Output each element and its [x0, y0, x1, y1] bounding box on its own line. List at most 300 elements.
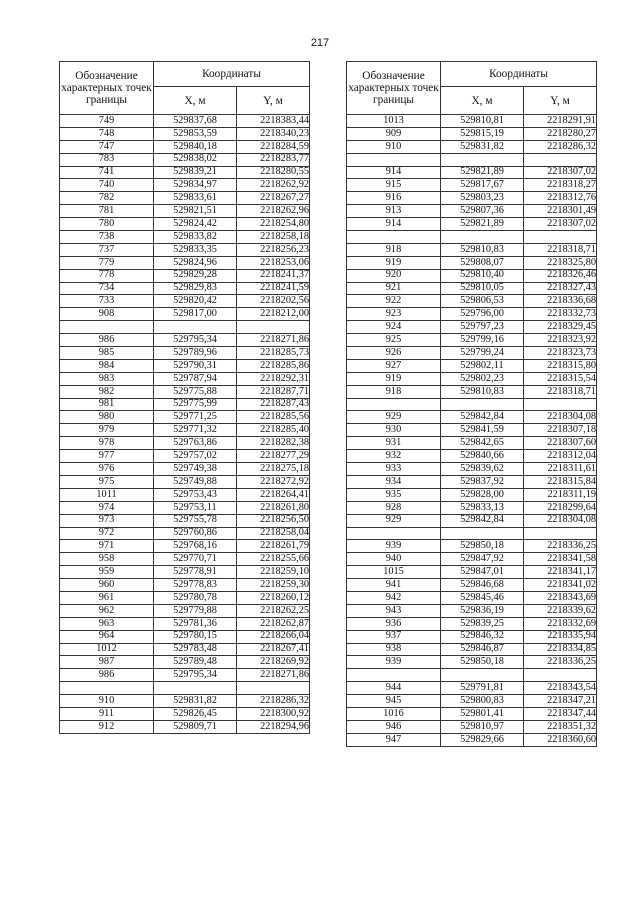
- table-row: [60, 488, 310, 501]
- point-number-cell: 939: [347, 656, 441, 669]
- point-number-cell: 931: [347, 437, 441, 450]
- y-coordinate-cell: 2218311,19: [524, 488, 597, 501]
- x-coordinate-cell: 529846,32: [441, 630, 524, 643]
- table-row: [60, 269, 310, 282]
- point-number-cell: 916: [347, 192, 441, 205]
- table-row: [347, 334, 597, 347]
- table-row: [347, 437, 597, 450]
- x-coordinate-cell: 529783,48: [154, 643, 237, 656]
- y-coordinate-cell: 2218255,66: [237, 553, 310, 566]
- table-row: [60, 424, 310, 437]
- table-row: [347, 398, 597, 411]
- x-coordinate-cell: 529787,94: [154, 372, 237, 385]
- coordinates-table-left: [59, 61, 310, 734]
- y-coordinate-cell: 2218262,96: [237, 205, 310, 218]
- table-row: [60, 566, 310, 579]
- point-number-cell: 915: [347, 179, 441, 192]
- table-row: [347, 166, 597, 179]
- table-row: [60, 359, 310, 372]
- point-number-cell: 930: [347, 424, 441, 437]
- x-coordinate-cell: [441, 527, 524, 540]
- x-coordinate-cell: 529836,19: [441, 604, 524, 617]
- point-number-cell: [347, 398, 441, 411]
- y-coordinate-cell: 2218336,25: [524, 540, 597, 553]
- table-row: [60, 501, 310, 514]
- x-coordinate-cell: 529778,91: [154, 566, 237, 579]
- coordinates-header: Координаты: [441, 62, 597, 87]
- y-coordinate-cell: 2218300,92: [237, 707, 310, 720]
- x-coordinate-cell: 529828,00: [441, 488, 524, 501]
- table-row: [347, 231, 597, 244]
- y-coordinate-cell: 2218259,10: [237, 566, 310, 579]
- y-coordinate-cell: 2218307,18: [524, 424, 597, 437]
- y-coordinate-cell: 2218339,62: [524, 604, 597, 617]
- point-number-cell: 938: [347, 643, 441, 656]
- point-number-cell: 924: [347, 321, 441, 334]
- y-coordinate-cell: 2218312,76: [524, 192, 597, 205]
- point-designation-header: Обозначение характерных точек границы: [347, 62, 441, 115]
- y-coordinate-cell: 2218360,60: [524, 733, 597, 746]
- point-number-cell: 779: [60, 256, 154, 269]
- x-coordinate-cell: 529803,23: [441, 192, 524, 205]
- table-row: [60, 437, 310, 450]
- x-coordinate-cell: 529839,21: [154, 166, 237, 179]
- table-row: [60, 140, 310, 153]
- point-number-cell: 982: [60, 385, 154, 398]
- x-coordinate-cell: [441, 398, 524, 411]
- y-coordinate-cell: 2218325,80: [524, 256, 597, 269]
- x-coordinate-cell: 529778,83: [154, 579, 237, 592]
- y-coordinate-cell: 2218336,68: [524, 295, 597, 308]
- y-coordinate-cell: 2218336,25: [524, 656, 597, 669]
- x-coordinate-cell: 529821,89: [441, 218, 524, 231]
- point-number-cell: 908: [60, 308, 154, 321]
- x-coordinate-cell: 529810,83: [441, 385, 524, 398]
- x-coordinate-cell: 529801,41: [441, 707, 524, 720]
- y-coordinate-cell: 2218202,56: [237, 295, 310, 308]
- table-row: [60, 591, 310, 604]
- table-row: [347, 153, 597, 166]
- table-row: [347, 282, 597, 295]
- y-coordinate-cell: 2218254,80: [237, 218, 310, 231]
- point-number-cell: 941: [347, 579, 441, 592]
- x-coordinate-cell: 529833,13: [441, 501, 524, 514]
- table-row: [60, 643, 310, 656]
- point-number-cell: 922: [347, 295, 441, 308]
- y-coordinate-cell: [524, 153, 597, 166]
- point-number-cell: 935: [347, 488, 441, 501]
- point-number-cell: 934: [347, 475, 441, 488]
- table-row: [347, 385, 597, 398]
- x-coordinate-cell: 529760,86: [154, 527, 237, 540]
- point-number-cell: 912: [60, 720, 154, 733]
- x-coordinate-cell: 529837,92: [441, 475, 524, 488]
- table-row: [60, 308, 310, 321]
- point-number-cell: 986: [60, 669, 154, 682]
- table-row: [347, 733, 597, 746]
- table-row: [60, 398, 310, 411]
- x-coordinate-cell: 529837,68: [154, 115, 237, 128]
- point-number-cell: 1015: [347, 566, 441, 579]
- x-coordinate-cell: 529834,97: [154, 179, 237, 192]
- x-coordinate-cell: 529846,87: [441, 643, 524, 656]
- x-coordinate-cell: 529842,84: [441, 514, 524, 527]
- x-coordinate-cell: 529797,23: [441, 321, 524, 334]
- y-coordinate-cell: 2218282,38: [237, 437, 310, 450]
- x-coordinate-cell: 529790,31: [154, 359, 237, 372]
- point-number-cell: 926: [347, 347, 441, 360]
- point-number-cell: 781: [60, 205, 154, 218]
- point-number-cell: 921: [347, 282, 441, 295]
- y-header: Y, м: [237, 87, 310, 115]
- point-number-cell: 918: [347, 385, 441, 398]
- point-number-cell: 980: [60, 411, 154, 424]
- y-coordinate-cell: 2218286,32: [237, 695, 310, 708]
- x-coordinate-cell: 529789,48: [154, 656, 237, 669]
- x-coordinate-cell: 529789,96: [154, 347, 237, 360]
- x-coordinate-cell: 529824,42: [154, 218, 237, 231]
- table-row: [347, 475, 597, 488]
- x-coordinate-cell: 529796,00: [441, 308, 524, 321]
- table-row: [347, 411, 597, 424]
- y-coordinate-cell: 2218315,54: [524, 372, 597, 385]
- point-number-cell: 939: [347, 540, 441, 553]
- point-number-cell: 961: [60, 591, 154, 604]
- y-coordinate-cell: 2218285,73: [237, 347, 310, 360]
- x-coordinate-cell: 529829,28: [154, 269, 237, 282]
- y-coordinate-cell: 2218318,27: [524, 179, 597, 192]
- table-row: [60, 475, 310, 488]
- page-number: 217: [310, 37, 330, 49]
- y-header: Y, м: [524, 87, 597, 115]
- table-row: [60, 540, 310, 553]
- x-coordinate-cell: 529768,16: [154, 540, 237, 553]
- y-coordinate-cell: 2218326,46: [524, 269, 597, 282]
- point-number-cell: 987: [60, 656, 154, 669]
- table-row: [347, 256, 597, 269]
- x-coordinate-cell: 529840,18: [154, 140, 237, 153]
- point-number-cell: 977: [60, 450, 154, 463]
- table-row: [347, 579, 597, 592]
- x-coordinate-cell: 529800,83: [441, 695, 524, 708]
- y-coordinate-cell: 2218307,60: [524, 437, 597, 450]
- x-coordinate-cell: 529771,32: [154, 424, 237, 437]
- y-coordinate-cell: 2218334,85: [524, 643, 597, 656]
- y-coordinate-cell: 2218259,30: [237, 579, 310, 592]
- y-coordinate-cell: 2218315,84: [524, 475, 597, 488]
- point-number-cell: 909: [347, 127, 441, 140]
- table-row: [347, 540, 597, 553]
- point-number-cell: 962: [60, 604, 154, 617]
- y-coordinate-cell: 2218261,79: [237, 540, 310, 553]
- point-number-cell: 929: [347, 411, 441, 424]
- table-row: [347, 115, 597, 128]
- point-number-cell: 914: [347, 166, 441, 179]
- table-row: [347, 372, 597, 385]
- table-row: [60, 617, 310, 630]
- y-coordinate-cell: 2218307,02: [524, 166, 597, 179]
- x-coordinate-cell: 529842,84: [441, 411, 524, 424]
- table-row: [347, 527, 597, 540]
- y-coordinate-cell: 2218258,04: [237, 527, 310, 540]
- y-coordinate-cell: 2218332,73: [524, 308, 597, 321]
- y-coordinate-cell: 2218311,61: [524, 463, 597, 476]
- table-row: [347, 179, 597, 192]
- point-number-cell: 911: [60, 707, 154, 720]
- x-coordinate-cell: 529838,02: [154, 153, 237, 166]
- y-coordinate-cell: 2218343,54: [524, 682, 597, 695]
- x-coordinate-cell: 529757,02: [154, 450, 237, 463]
- x-coordinate-cell: 529755,78: [154, 514, 237, 527]
- x-coordinate-cell: [154, 321, 237, 334]
- y-coordinate-cell: 2218272,92: [237, 475, 310, 488]
- y-coordinate-cell: 2218269,92: [237, 656, 310, 669]
- point-number-cell: 1011: [60, 488, 154, 501]
- y-coordinate-cell: 2218341,02: [524, 579, 597, 592]
- coordinates-table-right: [346, 61, 597, 747]
- x-coordinate-cell: 529763,86: [154, 437, 237, 450]
- y-coordinate-cell: 2218299,64: [524, 501, 597, 514]
- y-coordinate-cell: 2218323,92: [524, 334, 597, 347]
- x-coordinate-cell: 529810,81: [441, 115, 524, 128]
- table-row: [347, 669, 597, 682]
- table-row: [60, 179, 310, 192]
- y-coordinate-cell: 2218267,41: [237, 643, 310, 656]
- table-row: [60, 115, 310, 128]
- table-row: [60, 334, 310, 347]
- y-coordinate-cell: 2218267,27: [237, 192, 310, 205]
- y-coordinate-cell: [524, 231, 597, 244]
- y-coordinate-cell: 2218341,17: [524, 566, 597, 579]
- point-number-cell: 981: [60, 398, 154, 411]
- y-coordinate-cell: 2218312,04: [524, 450, 597, 463]
- y-coordinate-cell: 2218304,08: [524, 514, 597, 527]
- y-coordinate-cell: 2218307,02: [524, 218, 597, 231]
- table-row: [60, 372, 310, 385]
- point-number-cell: 973: [60, 514, 154, 527]
- x-coordinate-cell: 529753,11: [154, 501, 237, 514]
- y-coordinate-cell: 2218327,43: [524, 282, 597, 295]
- table-row: [60, 682, 310, 695]
- point-number-cell: 1013: [347, 115, 441, 128]
- table-row: [347, 695, 597, 708]
- point-number-cell: 928: [347, 501, 441, 514]
- point-number-cell: 913: [347, 205, 441, 218]
- point-number-cell: 733: [60, 295, 154, 308]
- table-row: [60, 347, 310, 360]
- x-coordinate-cell: 529842,65: [441, 437, 524, 450]
- table-row: [347, 424, 597, 437]
- x-coordinate-cell: 529846,68: [441, 579, 524, 592]
- x-coordinate-cell: 529817,67: [441, 179, 524, 192]
- y-coordinate-cell: 2218332,69: [524, 617, 597, 630]
- table-row: [347, 127, 597, 140]
- table-row: [347, 656, 597, 669]
- point-number-cell: 919: [347, 372, 441, 385]
- point-number-cell: 910: [347, 140, 441, 153]
- y-coordinate-cell: 2218260,12: [237, 591, 310, 604]
- point-number-cell: 747: [60, 140, 154, 153]
- table-row: [60, 295, 310, 308]
- x-coordinate-cell: 529779,88: [154, 604, 237, 617]
- table-row: [60, 282, 310, 295]
- table-row: [60, 720, 310, 733]
- table-row: [347, 450, 597, 463]
- y-coordinate-cell: [524, 527, 597, 540]
- y-coordinate-cell: 2218262,25: [237, 604, 310, 617]
- point-number-cell: 946: [347, 720, 441, 733]
- table-row: [60, 411, 310, 424]
- x-coordinate-cell: 529781,36: [154, 617, 237, 630]
- y-coordinate-cell: 2218341,58: [524, 553, 597, 566]
- point-number-cell: 943: [347, 604, 441, 617]
- table-row: [60, 604, 310, 617]
- point-number-cell: 927: [347, 359, 441, 372]
- y-coordinate-cell: 2218329,45: [524, 321, 597, 334]
- table-row: [60, 231, 310, 244]
- table-row: [60, 630, 310, 643]
- y-coordinate-cell: 2218262,87: [237, 617, 310, 630]
- table-row: [60, 321, 310, 334]
- point-number-cell: 979: [60, 424, 154, 437]
- y-coordinate-cell: 2218318,71: [524, 385, 597, 398]
- table-row: [347, 617, 597, 630]
- y-coordinate-cell: 2218275,18: [237, 463, 310, 476]
- y-coordinate-cell: 2218241,59: [237, 282, 310, 295]
- table-row: [347, 720, 597, 733]
- x-coordinate-cell: [441, 669, 524, 682]
- table-row: [60, 553, 310, 566]
- table-row: [347, 553, 597, 566]
- point-number-cell: 914: [347, 218, 441, 231]
- x-coordinate-cell: 529802,23: [441, 372, 524, 385]
- x-coordinate-cell: 529850,18: [441, 540, 524, 553]
- point-number-cell: 782: [60, 192, 154, 205]
- point-number-cell: 741: [60, 166, 154, 179]
- point-number-cell: 940: [347, 553, 441, 566]
- table-row: [60, 153, 310, 166]
- point-number-cell: 919: [347, 256, 441, 269]
- y-coordinate-cell: 2218304,08: [524, 411, 597, 424]
- y-coordinate-cell: 2218315,80: [524, 359, 597, 372]
- table-body-right: [347, 115, 597, 747]
- x-coordinate-cell: 529810,05: [441, 282, 524, 295]
- x-coordinate-cell: 529840,66: [441, 450, 524, 463]
- table-row: [347, 707, 597, 720]
- point-number-cell: 976: [60, 463, 154, 476]
- y-coordinate-cell: 2218284,59: [237, 140, 310, 153]
- y-coordinate-cell: 2218256,23: [237, 243, 310, 256]
- y-coordinate-cell: 2218262,92: [237, 179, 310, 192]
- x-coordinate-cell: 529799,24: [441, 347, 524, 360]
- table-row: [347, 682, 597, 695]
- point-number-cell: 933: [347, 463, 441, 476]
- point-number-cell: 932: [347, 450, 441, 463]
- point-number-cell: 974: [60, 501, 154, 514]
- x-coordinate-cell: [154, 682, 237, 695]
- y-coordinate-cell: 2218291,91: [524, 115, 597, 128]
- point-number-cell: 936: [347, 617, 441, 630]
- x-coordinate-cell: 529810,97: [441, 720, 524, 733]
- x-coordinate-cell: 529850,18: [441, 656, 524, 669]
- table-row: [347, 604, 597, 617]
- y-coordinate-cell: 2218277,29: [237, 450, 310, 463]
- y-coordinate-cell: 2218285,56: [237, 411, 310, 424]
- x-coordinate-cell: 529799,16: [441, 334, 524, 347]
- point-number-cell: 749: [60, 115, 154, 128]
- table-row: [60, 205, 310, 218]
- table-row: [347, 566, 597, 579]
- point-number-cell: 1016: [347, 707, 441, 720]
- table-row: [347, 359, 597, 372]
- point-number-cell: 918: [347, 243, 441, 256]
- point-number-cell: 738: [60, 231, 154, 244]
- point-number-cell: 958: [60, 553, 154, 566]
- y-coordinate-cell: 2218280,55: [237, 166, 310, 179]
- point-number-cell: 984: [60, 359, 154, 372]
- y-coordinate-cell: 2218253,06: [237, 256, 310, 269]
- y-coordinate-cell: [524, 398, 597, 411]
- y-coordinate-cell: [237, 321, 310, 334]
- point-number-cell: 983: [60, 372, 154, 385]
- x-coordinate-cell: 529749,38: [154, 463, 237, 476]
- y-coordinate-cell: 2218258,18: [237, 231, 310, 244]
- point-number-cell: 978: [60, 437, 154, 450]
- y-coordinate-cell: 2218241,37: [237, 269, 310, 282]
- point-designation-header: Обозначение характерных точек границы: [60, 62, 154, 115]
- table-row: [60, 579, 310, 592]
- point-number-cell: 960: [60, 579, 154, 592]
- x-coordinate-cell: 529847,01: [441, 566, 524, 579]
- table-row: [60, 192, 310, 205]
- y-coordinate-cell: 2218292,31: [237, 372, 310, 385]
- table-row: [347, 347, 597, 360]
- point-number-cell: 783: [60, 153, 154, 166]
- x-coordinate-cell: 529821,89: [441, 166, 524, 179]
- x-coordinate-cell: 529780,78: [154, 591, 237, 604]
- point-number-cell: [347, 153, 441, 166]
- x-coordinate-cell: 529809,71: [154, 720, 237, 733]
- table-row: [60, 166, 310, 179]
- table-row: [60, 450, 310, 463]
- x-coordinate-cell: 529831,82: [441, 140, 524, 153]
- y-coordinate-cell: 2218283,77: [237, 153, 310, 166]
- coordinates-header: Координаты: [154, 62, 310, 87]
- y-coordinate-cell: 2218261,80: [237, 501, 310, 514]
- y-coordinate-cell: [524, 669, 597, 682]
- point-number-cell: 985: [60, 347, 154, 360]
- x-coordinate-cell: 529806,53: [441, 295, 524, 308]
- y-coordinate-cell: 2218264,41: [237, 488, 310, 501]
- table-row: [60, 527, 310, 540]
- x-coordinate-cell: 529810,40: [441, 269, 524, 282]
- y-coordinate-cell: 2218256,50: [237, 514, 310, 527]
- table-row: [347, 192, 597, 205]
- table-row: [60, 656, 310, 669]
- table-row: [347, 321, 597, 334]
- x-coordinate-cell: [441, 231, 524, 244]
- table-row: [347, 140, 597, 153]
- point-number-cell: 944: [347, 682, 441, 695]
- point-number-cell: 910: [60, 695, 154, 708]
- point-number-cell: 942: [347, 591, 441, 604]
- x-coordinate-cell: 529821,51: [154, 205, 237, 218]
- y-coordinate-cell: [237, 682, 310, 695]
- y-coordinate-cell: 2218383,44: [237, 115, 310, 128]
- y-coordinate-cell: 2218318,71: [524, 243, 597, 256]
- x-coordinate-cell: 529820,42: [154, 295, 237, 308]
- x-coordinate-cell: 529829,66: [441, 733, 524, 746]
